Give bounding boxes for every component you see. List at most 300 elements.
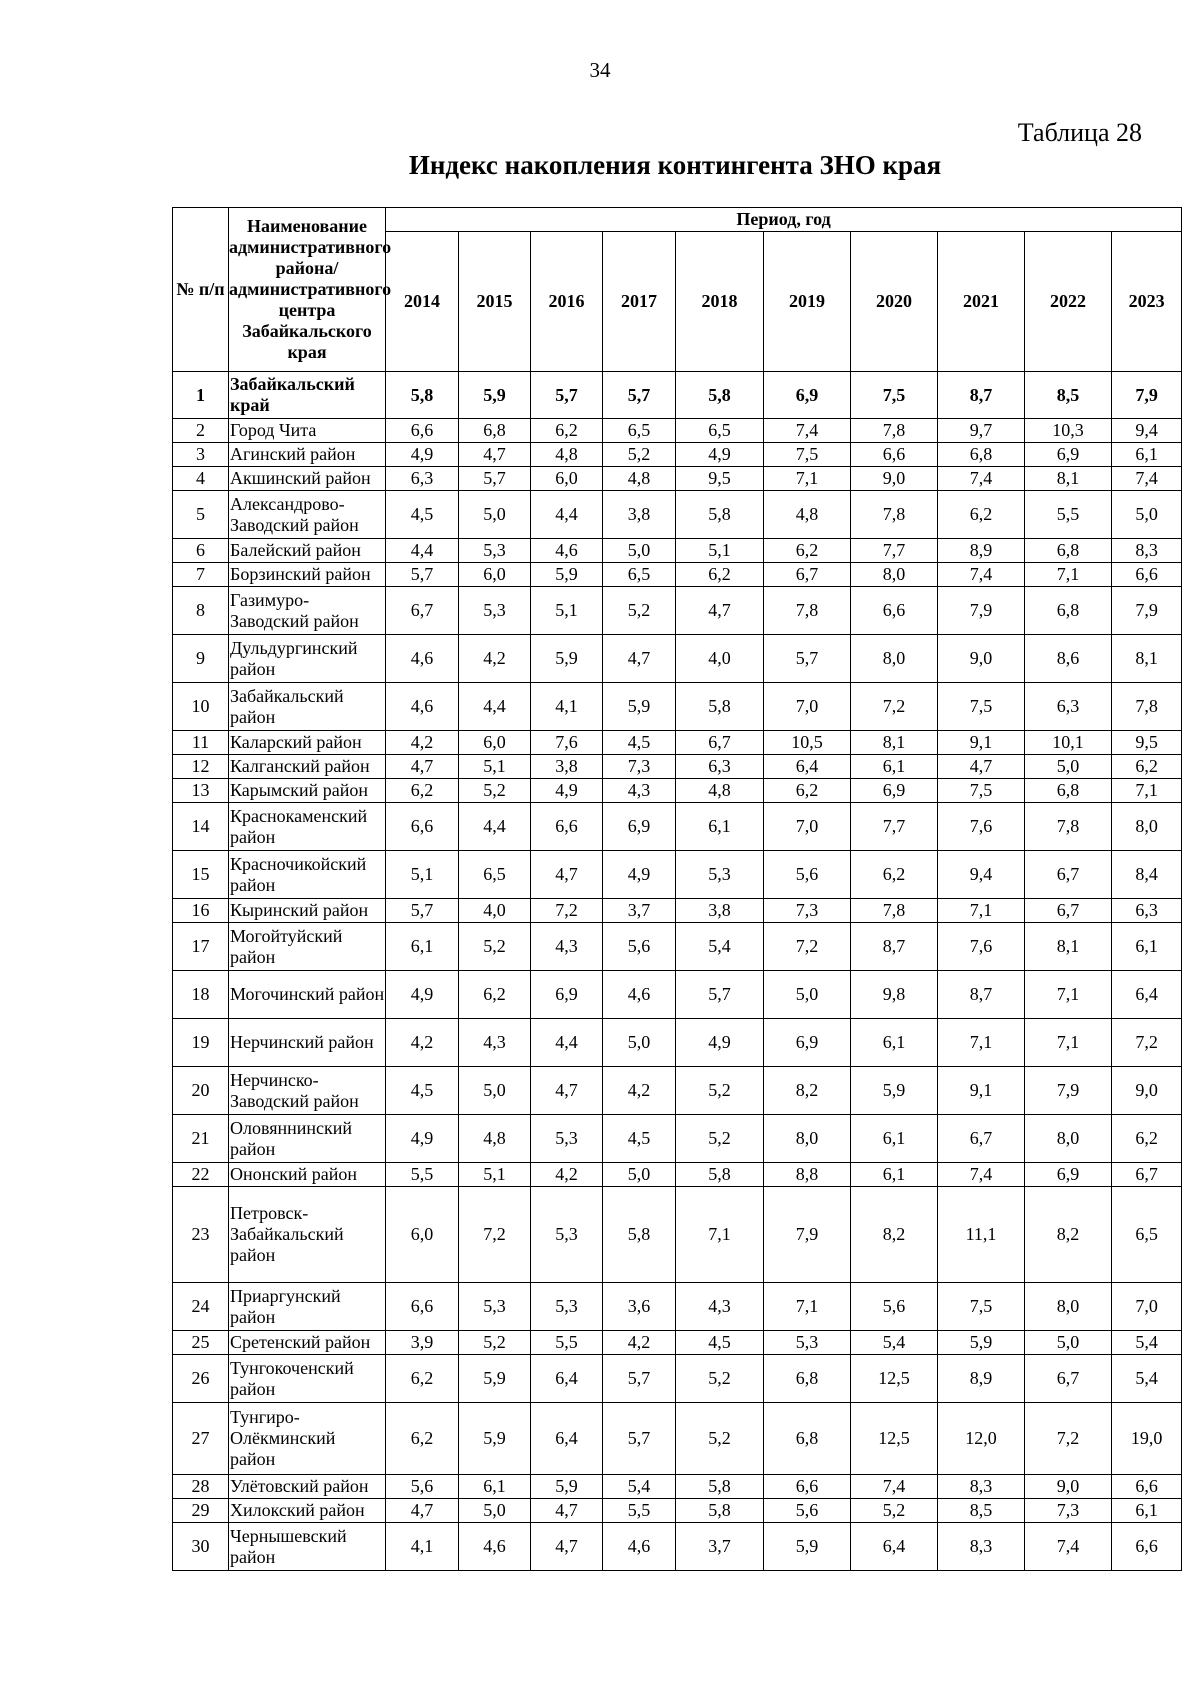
row-district-name: Кыринский район <box>229 899 386 923</box>
row-value: 4,9 <box>386 971 459 1019</box>
row-value: 4,7 <box>459 443 531 467</box>
row-value: 6,5 <box>1112 1187 1182 1283</box>
row-value: 7,1 <box>676 1187 764 1283</box>
row-value: 5,8 <box>386 372 459 419</box>
row-index: 2 <box>173 419 229 443</box>
row-value: 4,9 <box>603 851 676 899</box>
row-value: 7,5 <box>851 372 938 419</box>
header-year: 2016 <box>531 232 603 372</box>
row-value: 6,2 <box>386 1355 459 1403</box>
row-index: 27 <box>173 1403 229 1475</box>
row-value: 6,6 <box>1112 1523 1182 1571</box>
table-row <box>173 803 1182 851</box>
row-value: 6,2 <box>386 1403 459 1475</box>
table-row <box>173 1067 1182 1115</box>
row-value: 4,2 <box>603 1331 676 1355</box>
row-value: 8,3 <box>1112 539 1182 563</box>
row-value: 4,2 <box>386 731 459 755</box>
row-value: 7,9 <box>1025 1067 1112 1115</box>
row-value: 5,7 <box>676 971 764 1019</box>
row-value: 5,0 <box>459 1067 531 1115</box>
row-value: 5,0 <box>603 1163 676 1187</box>
row-index: 4 <box>173 467 229 491</box>
row-index: 12 <box>173 755 229 779</box>
row-value: 6,2 <box>531 419 603 443</box>
row-value: 6,4 <box>1112 971 1182 1019</box>
row-value: 8,0 <box>851 635 938 683</box>
table-row <box>173 372 1182 419</box>
row-value: 5,0 <box>1112 491 1182 539</box>
table-row <box>173 635 1182 683</box>
row-value: 7,1 <box>938 1019 1025 1067</box>
row-value: 7,5 <box>764 443 851 467</box>
row-value: 6,3 <box>676 755 764 779</box>
row-value: 6,6 <box>1112 1475 1182 1499</box>
row-value: 9,0 <box>1025 1475 1112 1499</box>
row-value: 5,5 <box>603 1499 676 1523</box>
row-value: 5,8 <box>676 491 764 539</box>
row-district-name: Каларский район <box>229 731 386 755</box>
row-index: 29 <box>173 1499 229 1523</box>
table-row <box>173 731 1182 755</box>
row-value: 5,2 <box>676 1355 764 1403</box>
row-value: 12,5 <box>851 1355 938 1403</box>
row-value: 7,5 <box>938 779 1025 803</box>
row-value: 5,9 <box>459 372 531 419</box>
row-value: 5,4 <box>676 923 764 971</box>
table-row <box>173 1499 1182 1523</box>
row-value: 4,4 <box>459 683 531 731</box>
row-value: 6,8 <box>764 1403 851 1475</box>
row-value: 7,4 <box>764 419 851 443</box>
row-value: 4,6 <box>603 971 676 1019</box>
row-index: 9 <box>173 635 229 683</box>
row-value: 7,1 <box>1025 971 1112 1019</box>
table-row <box>173 1355 1182 1403</box>
row-index: 1 <box>173 372 229 419</box>
row-value: 6,1 <box>851 1115 938 1163</box>
row-value: 5,3 <box>531 1187 603 1283</box>
row-value: 5,9 <box>851 1067 938 1115</box>
table-row <box>173 1019 1182 1067</box>
row-value: 5,2 <box>676 1403 764 1475</box>
row-value: 6,1 <box>386 923 459 971</box>
table-row <box>173 683 1182 731</box>
row-value: 5,7 <box>386 563 459 587</box>
row-value: 6,6 <box>851 587 938 635</box>
row-value: 5,6 <box>764 1499 851 1523</box>
row-value: 4,7 <box>386 1499 459 1523</box>
row-value: 8,0 <box>851 563 938 587</box>
row-value: 7,0 <box>1112 1283 1182 1331</box>
row-district-name: Тунгиро-Олёкминский район <box>229 1403 386 1475</box>
row-value: 4,6 <box>386 683 459 731</box>
row-value: 7,8 <box>851 419 938 443</box>
row-value: 8,0 <box>764 1115 851 1163</box>
row-value: 4,3 <box>459 1019 531 1067</box>
row-value: 8,1 <box>1112 635 1182 683</box>
row-district-name: Калганский район <box>229 755 386 779</box>
row-value: 6,1 <box>459 1475 531 1499</box>
row-index: 5 <box>173 491 229 539</box>
table-row <box>173 491 1182 539</box>
row-value: 5,8 <box>676 683 764 731</box>
row-value: 8,7 <box>851 923 938 971</box>
row-value: 7,1 <box>764 467 851 491</box>
row-value: 4,4 <box>386 539 459 563</box>
row-value: 4,9 <box>676 443 764 467</box>
row-value: 5,3 <box>676 851 764 899</box>
row-district-name: Могочинский район <box>229 971 386 1019</box>
row-value: 5,7 <box>603 1355 676 1403</box>
row-value: 4,9 <box>676 1019 764 1067</box>
row-index: 23 <box>173 1187 229 1283</box>
row-value: 9,4 <box>938 851 1025 899</box>
table-row <box>173 539 1182 563</box>
table-row <box>173 563 1182 587</box>
row-value: 5,3 <box>531 1283 603 1331</box>
row-value: 7,5 <box>938 1283 1025 1331</box>
row-value: 5,9 <box>531 635 603 683</box>
header-year: 2021 <box>938 232 1025 372</box>
row-value: 3,9 <box>386 1331 459 1355</box>
row-value: 7,5 <box>938 683 1025 731</box>
row-value: 5,4 <box>1112 1331 1182 1355</box>
row-value: 5,2 <box>459 779 531 803</box>
row-value: 10,5 <box>764 731 851 755</box>
row-value: 6,2 <box>764 779 851 803</box>
row-value: 9,5 <box>1112 731 1182 755</box>
row-value: 9,1 <box>938 731 1025 755</box>
row-value: 6,7 <box>676 731 764 755</box>
row-value: 6,1 <box>1112 923 1182 971</box>
row-value: 4,8 <box>459 1115 531 1163</box>
row-index: 26 <box>173 1355 229 1403</box>
row-index: 20 <box>173 1067 229 1115</box>
row-value: 6,6 <box>386 803 459 851</box>
row-value: 6,8 <box>1025 539 1112 563</box>
row-value: 10,1 <box>1025 731 1112 755</box>
row-value: 4,2 <box>386 1019 459 1067</box>
row-value: 6,2 <box>386 779 459 803</box>
row-value: 6,9 <box>764 1019 851 1067</box>
row-value: 8,3 <box>938 1523 1025 1571</box>
row-district-name: Город Чита <box>229 419 386 443</box>
row-value: 4,7 <box>531 1523 603 1571</box>
row-value: 6,9 <box>1025 1163 1112 1187</box>
row-value: 6,6 <box>531 803 603 851</box>
row-value: 4,8 <box>531 443 603 467</box>
row-value: 4,7 <box>531 1067 603 1115</box>
row-value: 9,5 <box>676 467 764 491</box>
row-index: 22 <box>173 1163 229 1187</box>
row-value: 5,0 <box>1025 1331 1112 1355</box>
row-value: 5,7 <box>386 899 459 923</box>
row-value: 4,6 <box>459 1523 531 1571</box>
row-value: 6,9 <box>851 779 938 803</box>
row-index: 19 <box>173 1019 229 1067</box>
row-value: 4,4 <box>531 491 603 539</box>
row-value: 4,7 <box>938 755 1025 779</box>
row-value: 7,1 <box>764 1283 851 1331</box>
row-value: 5,0 <box>459 491 531 539</box>
row-value: 9,1 <box>938 1067 1025 1115</box>
row-value: 5,0 <box>603 539 676 563</box>
row-value: 4,7 <box>603 635 676 683</box>
row-index: 11 <box>173 731 229 755</box>
row-value: 6,2 <box>676 563 764 587</box>
row-value: 5,7 <box>603 372 676 419</box>
row-value: 7,8 <box>1025 803 1112 851</box>
row-value: 6,7 <box>386 587 459 635</box>
row-value: 8,7 <box>938 372 1025 419</box>
row-value: 12,5 <box>851 1403 938 1475</box>
row-value: 4,1 <box>386 1523 459 1571</box>
row-value: 5,0 <box>1025 755 1112 779</box>
row-value: 7,2 <box>459 1187 531 1283</box>
row-value: 8,1 <box>1025 923 1112 971</box>
row-value: 6,1 <box>851 1163 938 1187</box>
row-value: 7,3 <box>1025 1499 1112 1523</box>
row-value: 5,2 <box>459 1331 531 1355</box>
row-value: 9,0 <box>851 467 938 491</box>
row-value: 6,1 <box>1112 443 1182 467</box>
row-value: 4,5 <box>386 491 459 539</box>
row-value: 7,4 <box>1025 1523 1112 1571</box>
row-value: 6,2 <box>1112 755 1182 779</box>
row-value: 5,9 <box>459 1403 531 1475</box>
table-label: Таблица 28 <box>1017 118 1142 147</box>
row-value: 5,8 <box>676 1163 764 1187</box>
row-value: 8,2 <box>851 1187 938 1283</box>
row-value: 7,4 <box>851 1475 938 1499</box>
row-value: 7,4 <box>938 1163 1025 1187</box>
row-value: 4,9 <box>531 779 603 803</box>
row-value: 9,4 <box>1112 419 1182 443</box>
row-value: 4,5 <box>603 1115 676 1163</box>
row-district-name: Акшинский район <box>229 467 386 491</box>
row-value: 5,4 <box>851 1331 938 1355</box>
table-row <box>173 1523 1182 1571</box>
row-district-name: Хилокский район <box>229 1499 386 1523</box>
row-value: 7,8 <box>851 899 938 923</box>
row-value: 4,7 <box>531 851 603 899</box>
row-district-name: Борзинский район <box>229 563 386 587</box>
row-value: 6,4 <box>531 1355 603 1403</box>
row-district-name: Нерчинско-Заводский район <box>229 1067 386 1115</box>
row-district-name: Сретенский район <box>229 1331 386 1355</box>
row-value: 6,8 <box>459 419 531 443</box>
row-index: 30 <box>173 1523 229 1571</box>
row-index: 18 <box>173 971 229 1019</box>
row-value: 6,7 <box>764 563 851 587</box>
row-value: 8,2 <box>1025 1187 1112 1283</box>
row-value: 7,8 <box>851 491 938 539</box>
row-value: 5,2 <box>603 587 676 635</box>
row-value: 5,4 <box>603 1475 676 1499</box>
row-value: 5,0 <box>764 971 851 1019</box>
row-value: 9,0 <box>938 635 1025 683</box>
row-value: 8,7 <box>938 971 1025 1019</box>
row-value: 7,3 <box>603 755 676 779</box>
row-value: 6,5 <box>459 851 531 899</box>
row-index: 24 <box>173 1283 229 1331</box>
row-value: 7,8 <box>764 587 851 635</box>
row-value: 5,1 <box>531 587 603 635</box>
row-value: 5,2 <box>459 923 531 971</box>
row-value: 6,7 <box>1025 851 1112 899</box>
row-value: 4,8 <box>764 491 851 539</box>
row-value: 5,8 <box>676 1475 764 1499</box>
header-year: 2023 <box>1112 232 1182 372</box>
row-value: 8,0 <box>1025 1283 1112 1331</box>
row-value: 5,2 <box>676 1067 764 1115</box>
row-value: 6,2 <box>764 539 851 563</box>
row-value: 7,1 <box>1025 563 1112 587</box>
table-row <box>173 899 1182 923</box>
row-value: 7,2 <box>851 683 938 731</box>
row-value: 6,0 <box>459 731 531 755</box>
row-value: 6,3 <box>1025 683 1112 731</box>
row-value: 6,9 <box>1025 443 1112 467</box>
row-value: 5,1 <box>386 851 459 899</box>
row-district-name: Забайкальский район <box>229 683 386 731</box>
row-value: 4,9 <box>386 443 459 467</box>
row-value: 6,0 <box>459 563 531 587</box>
row-value: 3,8 <box>531 755 603 779</box>
row-index: 25 <box>173 1331 229 1355</box>
row-index: 15 <box>173 851 229 899</box>
row-value: 5,8 <box>603 1187 676 1283</box>
header-year: 2014 <box>386 232 459 372</box>
row-value: 5,8 <box>676 1499 764 1523</box>
row-value: 7,1 <box>1112 779 1182 803</box>
row-value: 8,8 <box>764 1163 851 1187</box>
row-value: 12,0 <box>938 1403 1025 1475</box>
row-value: 4,6 <box>386 635 459 683</box>
row-value: 7,6 <box>938 803 1025 851</box>
header-year: 2017 <box>603 232 676 372</box>
row-value: 5,2 <box>851 1499 938 1523</box>
row-value: 4,4 <box>531 1019 603 1067</box>
row-value: 8,4 <box>1112 851 1182 899</box>
row-value: 4,2 <box>459 635 531 683</box>
row-district-name: Карымский район <box>229 779 386 803</box>
table-row <box>173 923 1182 971</box>
row-index: 10 <box>173 683 229 731</box>
row-district-name: Петровск-Забайкальский район <box>229 1187 386 1283</box>
row-value: 6,4 <box>851 1523 938 1571</box>
row-value: 7,2 <box>764 923 851 971</box>
row-value: 5,7 <box>764 635 851 683</box>
row-value: 7,2 <box>1025 1403 1112 1475</box>
row-index: 28 <box>173 1475 229 1499</box>
table-row <box>173 755 1182 779</box>
row-value: 4,7 <box>531 1499 603 1523</box>
row-value: 7,2 <box>1112 1019 1182 1067</box>
row-index: 14 <box>173 803 229 851</box>
row-value: 4,3 <box>531 923 603 971</box>
row-value: 6,5 <box>603 419 676 443</box>
row-value: 5,0 <box>459 1499 531 1523</box>
row-value: 8,6 <box>1025 635 1112 683</box>
row-value: 6,7 <box>938 1115 1025 1163</box>
row-value: 8,0 <box>1112 803 1182 851</box>
row-value: 6,3 <box>386 467 459 491</box>
row-value: 7,9 <box>1112 587 1182 635</box>
header-period: Период, год <box>386 208 1182 232</box>
row-district-name: Улётовский район <box>229 1475 386 1499</box>
row-value: 5,8 <box>676 372 764 419</box>
row-value: 9,8 <box>851 971 938 1019</box>
table-row <box>173 443 1182 467</box>
table-row <box>173 851 1182 899</box>
row-value: 4,8 <box>676 779 764 803</box>
row-value: 9,7 <box>938 419 1025 443</box>
row-value: 5,9 <box>459 1355 531 1403</box>
row-value: 10,3 <box>1025 419 1112 443</box>
row-district-name: Приаргунский район <box>229 1283 386 1331</box>
row-value: 3,8 <box>603 491 676 539</box>
row-value: 4,5 <box>603 731 676 755</box>
row-value: 5,9 <box>764 1523 851 1571</box>
row-district-name: Красночикойский район <box>229 851 386 899</box>
row-value: 7,9 <box>1112 372 1182 419</box>
table-row <box>173 419 1182 443</box>
row-value: 8,1 <box>1025 467 1112 491</box>
row-value: 8,3 <box>938 1475 1025 1499</box>
row-value: 5,3 <box>531 1115 603 1163</box>
row-index: 21 <box>173 1115 229 1163</box>
row-value: 7,4 <box>1112 467 1182 491</box>
row-value: 5,7 <box>531 372 603 419</box>
header-year: 2015 <box>459 232 531 372</box>
row-value: 6,8 <box>1025 779 1112 803</box>
table-row <box>173 1283 1182 1331</box>
row-value: 7,9 <box>764 1187 851 1283</box>
row-index: 6 <box>173 539 229 563</box>
row-value: 5,6 <box>386 1475 459 1499</box>
row-value: 6,6 <box>851 443 938 467</box>
row-value: 19,0 <box>1112 1403 1182 1475</box>
data-table <box>172 207 1182 1571</box>
row-value: 6,6 <box>1112 563 1182 587</box>
row-district-name: Дульдургинский район <box>229 635 386 683</box>
row-value: 4,2 <box>531 1163 603 1187</box>
row-value: 6,0 <box>531 467 603 491</box>
row-value: 8,1 <box>851 731 938 755</box>
row-value: 6,2 <box>851 851 938 899</box>
row-value: 11,1 <box>938 1187 1025 1283</box>
row-value: 6,1 <box>1112 1499 1182 1523</box>
row-value: 4,4 <box>459 803 531 851</box>
row-district-name: Ононский район <box>229 1163 386 1187</box>
row-value: 4,5 <box>386 1067 459 1115</box>
row-value: 6,9 <box>764 372 851 419</box>
row-value: 3,7 <box>676 1523 764 1571</box>
row-value: 5,5 <box>1025 491 1112 539</box>
table-row <box>173 1187 1182 1283</box>
row-index: 7 <box>173 563 229 587</box>
row-value: 5,6 <box>764 851 851 899</box>
row-value: 7,7 <box>851 803 938 851</box>
row-value: 6,1 <box>851 755 938 779</box>
row-value: 6,1 <box>676 803 764 851</box>
table-row <box>173 1163 1182 1187</box>
row-value: 4,0 <box>459 899 531 923</box>
row-district-name: Тунгокоченский район <box>229 1355 386 1403</box>
row-value: 5,2 <box>603 443 676 467</box>
